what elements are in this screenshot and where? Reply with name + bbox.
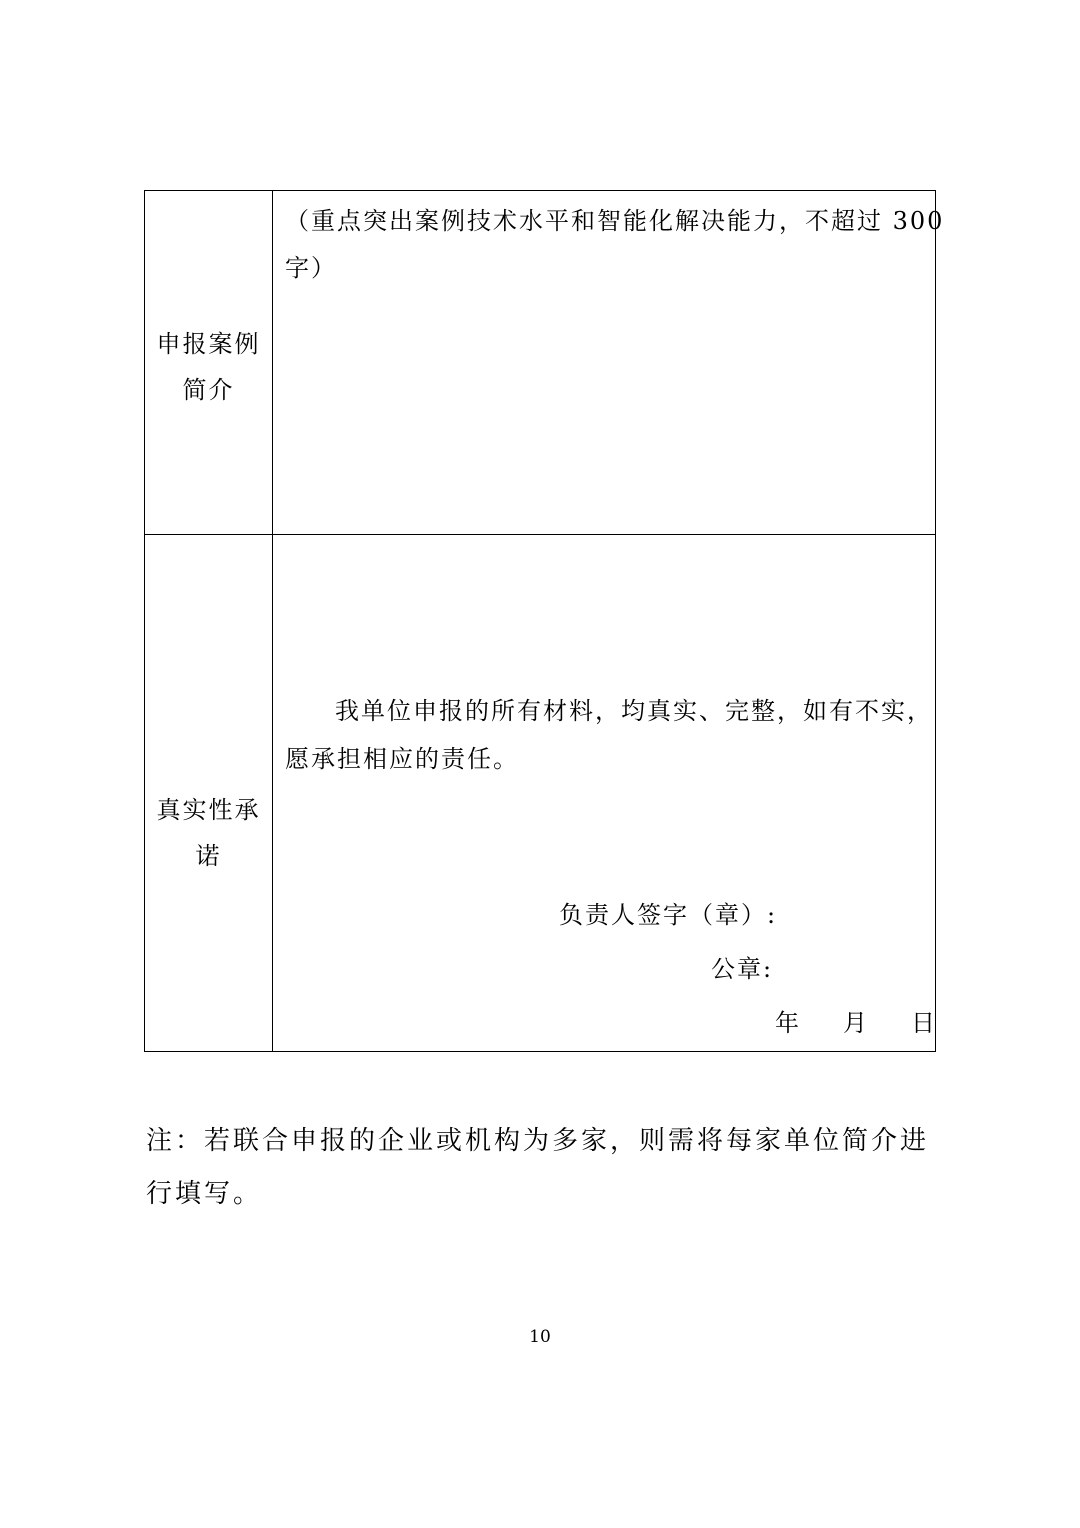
page-number: 10 <box>529 1327 551 1347</box>
date-year: 年 <box>775 1009 801 1037</box>
case-intro-label-line2: 简介 <box>182 375 235 404</box>
case-intro-label-line1: 申报案例 <box>156 329 261 358</box>
note-line1: 注：若联合申报的企业或机构为多家，则需将每家单位简介进 <box>146 1126 930 1156</box>
authenticity-label-line1: 真实性承 <box>156 795 261 824</box>
authenticity-promise-line1: 我单位申报的所有材料，均真实、完整，如有不实， <box>335 697 933 725</box>
authenticity-label-cell <box>145 534 272 1051</box>
date-line <box>775 1003 937 1038</box>
date-day: 日 <box>911 1009 937 1037</box>
authenticity-label-line2: 诺 <box>195 841 222 870</box>
case-intro-hint-line1: （重点突出案例技术水平和智能化解决能力，不超过 300 <box>285 207 945 235</box>
authenticity-promise-line2: 愿承担相应的责任。 <box>285 745 519 773</box>
date-month: 月 <box>843 1009 869 1037</box>
case-intro-hint-line2: 字） <box>285 254 337 282</box>
signer-signature-label: 负责人签字（章）: <box>559 901 778 929</box>
column-divider <box>272 191 273 1051</box>
note-line2: 行填写。 <box>146 1179 263 1209</box>
official-seal-label: 公章: <box>711 955 774 983</box>
case-intro-label-cell <box>145 191 272 534</box>
application-form-table <box>144 190 945 1052</box>
